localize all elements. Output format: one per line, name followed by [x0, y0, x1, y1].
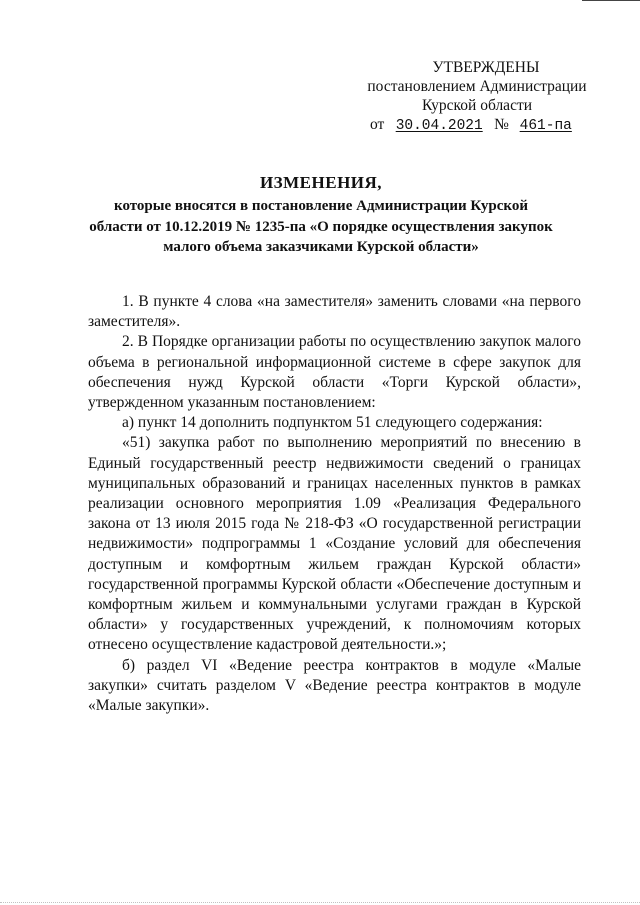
- paragraph-2: 2. В Порядке организации работы по осуществлению закупок малого объема в региональной информационной системе в сфере закупок для обеспечения нужд Курской области «Торги Курской области», утвержденном указанным постановлением:: [88, 333, 581, 412]
- approval-date-line: [362, 115, 592, 136]
- document-title: ИЗМЕНЕНИЯ,: [259, 173, 383, 192]
- document-heading: [86, 172, 556, 258]
- approval-title: УТВЕРЖДЕНЫ: [432, 59, 540, 76]
- document-subtitle: которые вносятся в постановление Администрации Курской области от 10.12.2019 № 1235-па «О порядке осуществления закупок малого объема заказчиками Курской области»: [89, 198, 553, 255]
- number-prefix: №: [494, 116, 509, 133]
- paragraph-1: 1. В пункте 4 слова «на заместителя» заменить словами «на первого заместителя».: [88, 293, 581, 331]
- approval-number: 461-па: [519, 118, 572, 134]
- approval-issuer-line: постановлением Администрации: [367, 78, 587, 95]
- paragraph-2b: б) раздел VI «Ведение реестра контрактов в модуле «Малые закупки» считать разделом V «Ведение реестра контрактов в модуле «Малые закупки».: [88, 656, 581, 715]
- paragraph-2a-content: «51) закупка работ по выполнению мероприятий по внесению в Единый государственный реестр недвижимости сведений о границах муниципальных образований и границах населенных пунктов в рамках реализации основного мероприятия 1.09 «Реализация Федерального закона от 13 июля 2015 года № 218-ФЗ «О государственной регистрации недвижимости» подпрограммы 1 «Создание условий для обеспечения доступным и комфортным жильем граждан Курской области» государственной программы Курской области «Обеспечение доступным и комфортным жильем и коммунальными услугами граждан в Курской области» у государственных учреждений, к полномочиям которых отнесено осуществление кадастровой деятельности.»;: [88, 434, 581, 654]
- approval-stamp: [362, 58, 592, 136]
- scan-bottom-edge: [0, 902, 640, 903]
- approval-date: 30.04.2021: [395, 118, 483, 134]
- paragraph-2a: а) пункт 14 дополнить подпунктом 51 следующего содержания:: [122, 414, 543, 432]
- date-prefix: от: [370, 116, 385, 133]
- scan-edge-mark: [582, 0, 640, 1]
- document-body: [88, 292, 581, 716]
- approval-region-line: Курской области: [421, 97, 533, 114]
